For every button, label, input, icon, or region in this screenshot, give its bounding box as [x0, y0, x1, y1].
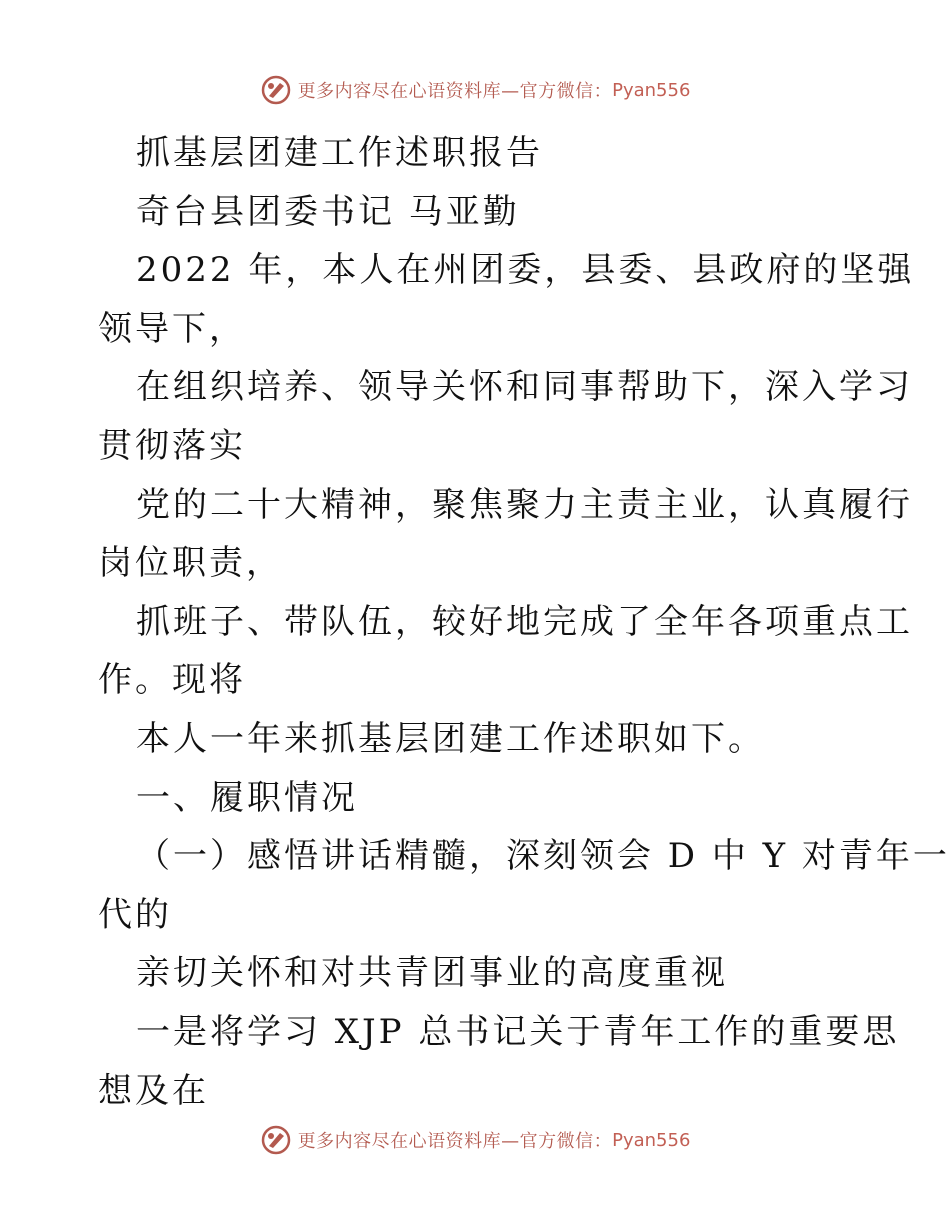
doc-author: 奇台县团委书记 马亚勤	[136, 191, 520, 232]
paragraph-line: 亲切关怀和对共青团事业的高度重视	[136, 953, 728, 994]
paragraph-line: 贯彻落实	[98, 425, 246, 466]
brand-logo-icon	[260, 74, 292, 106]
paragraph-line: 一是将学习 XJP 总书记关于青年工作的重要思	[136, 1011, 900, 1052]
paragraph-line: 岗位职责，	[98, 543, 283, 584]
watermark-wechat-id: Pyan556	[612, 1129, 691, 1151]
paragraph-line: 代的	[98, 894, 172, 935]
brand-logo-icon	[260, 1124, 292, 1156]
subsection-heading: （一）感悟讲话精髓，深刻领会 D 中 Y 对青年一	[136, 836, 950, 877]
paragraph-line: 想及在	[98, 1070, 209, 1111]
paragraph-line: 抓班子、带队伍，较好地完成了全年各项重点工	[136, 601, 913, 642]
paragraph-line: 作。现将	[98, 660, 246, 701]
paragraph-line: 在组织培养、领导关怀和同事帮助下，深入学习	[136, 367, 913, 408]
watermark-banner-top	[0, 70, 950, 110]
paragraph-line: 2022 年，本人在州团委，县委、县政府的坚强	[136, 250, 915, 291]
watermark-text: 更多内容尽在心语资料库—官方微信：	[297, 81, 613, 102]
paragraph-line: 党的二十大精神，聚焦聚力主责主业，认真履行	[136, 484, 913, 525]
doc-title: 抓基层团建工作述职报告	[136, 133, 543, 173]
paragraph-line: 领导下，	[98, 308, 246, 349]
watermark-banner-bottom	[0, 1120, 950, 1160]
section-heading: 一、履职情况	[136, 777, 358, 818]
watermark-text: 更多内容尽在心语资料库—官方微信：	[297, 1131, 613, 1152]
paragraph-line: 本人一年来抓基层团建工作述职如下。	[136, 718, 765, 759]
document-body	[98, 124, 950, 1120]
watermark-wechat-id: Pyan556	[612, 79, 691, 101]
